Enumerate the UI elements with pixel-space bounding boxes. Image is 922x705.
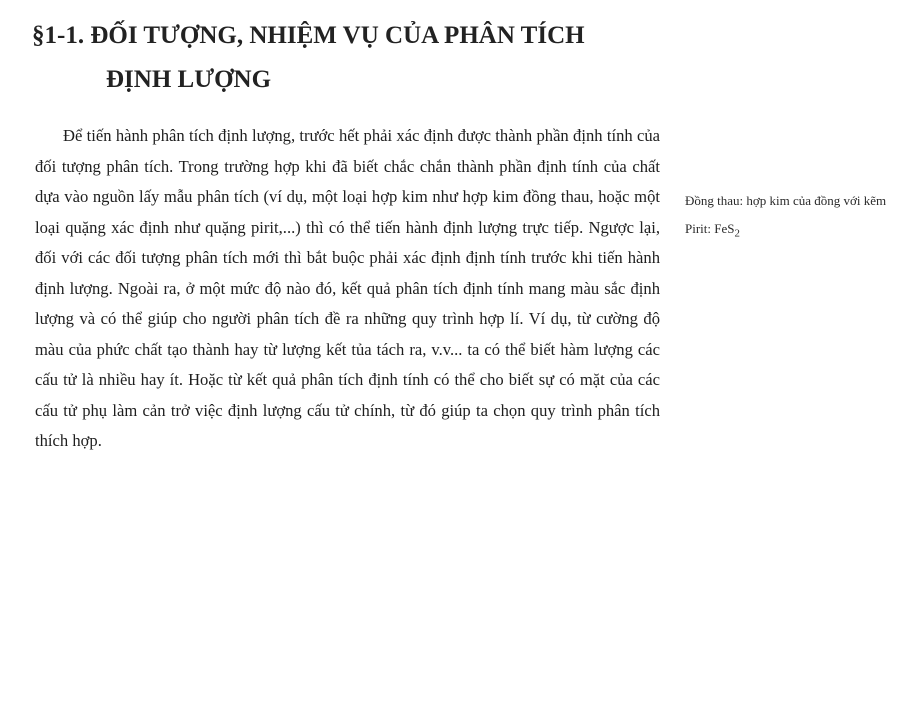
margin-notes bbox=[673, 191, 913, 244]
body-paragraph: Để tiến hành phân tích định lượng, trước hết phải xác định được thành phần định tính của đối tượng phân tích. Trong trường hợp khi đã biết chắc chắn thành phần định tính của chất dựa vào nguồn lấy mẫu phân tích (ví dụ, một loại hợp kim như hợp kim đồng thau, hoặc một loại quặng xác định như quặng pirit,...) thì có thể tiến hành định lượng trực tiếp. Ngược lại, đối với các đối tượng phân tích mới thì bắt buộc phải xác định định tính trước khi tiến hành định lượng. Ngoài ra, ở một mức độ nào đó, kết quả phân tích định tính mang màu sắc định lượng và có thể giúp cho người phân tích đề ra những quy trình hợp lí. Ví dụ, từ cường độ màu của phức chất tạo thành hay từ lượng kết tủa tách ra, v.v... ta có thể biết hàm lượng các cấu tử là nhiều hay ít. Hoặc từ kết quả phân tích định tính có thể cho biết sự có mặt của các cấu tử phụ làm cản trở việc định lượng cấu tử chính, từ đó giúp ta chọn quy trình phân tích thích hợp. bbox=[35, 126, 660, 450]
margin-note-pyrite-subscript: 2 bbox=[734, 227, 740, 240]
margin-note-pyrite-text: Pirit: FeS bbox=[685, 221, 735, 236]
margin-note-brass: Đồng thau: hợp kim của đồng với kẽm bbox=[685, 193, 887, 208]
section-heading bbox=[32, 14, 712, 102]
margin-note-pyrite bbox=[673, 219, 913, 244]
section-heading-line-1: §1-1. ĐỐI TƯỢNG, NHIỆM VỤ CỦA PHÂN TÍCH bbox=[32, 22, 585, 49]
section-heading-line-2: ĐỊNH LƯỢNG bbox=[106, 66, 272, 93]
